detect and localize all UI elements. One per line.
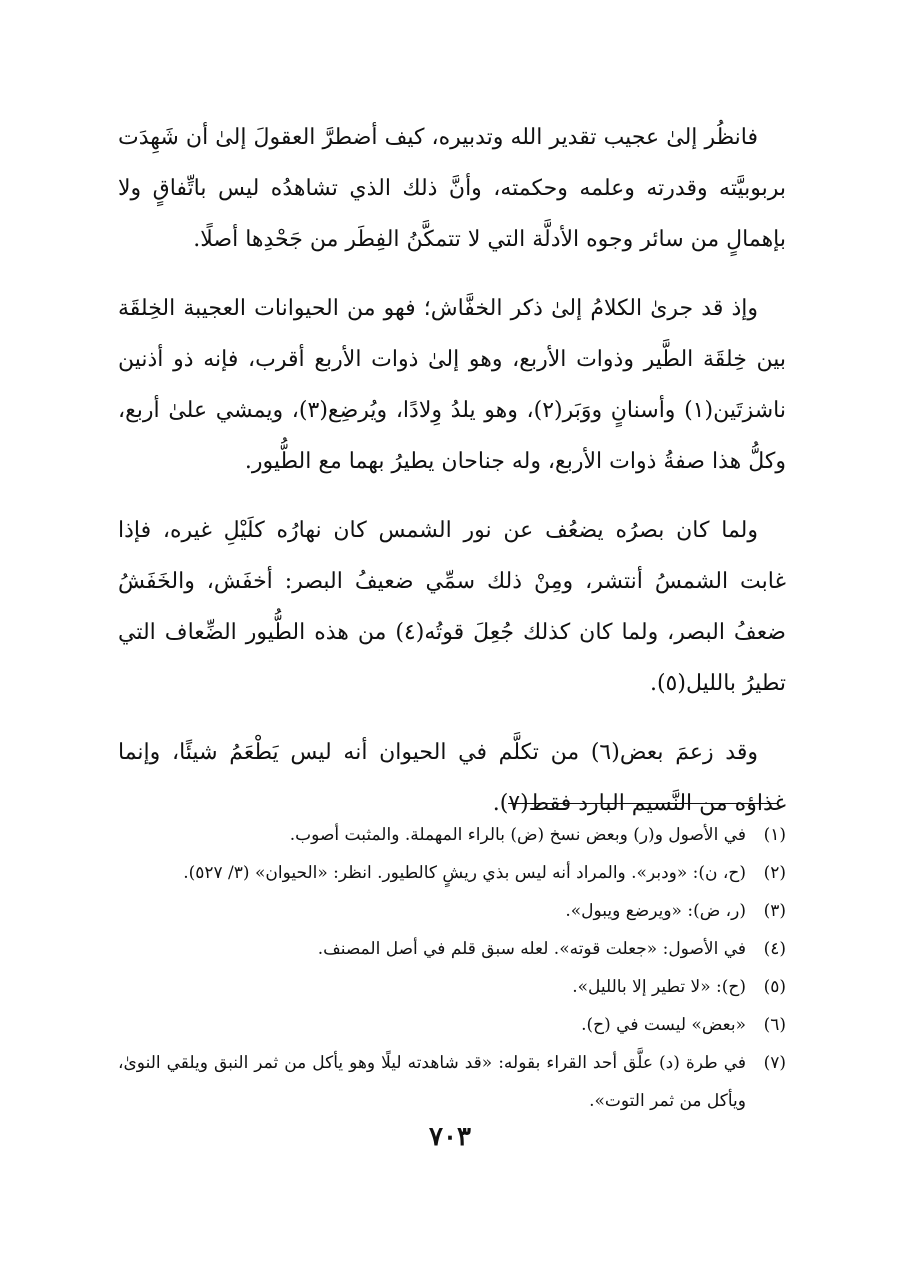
- footnote-3: [118, 892, 786, 930]
- footnote-7: [118, 1044, 786, 1120]
- footnote-number: (٢): [763, 863, 786, 883]
- footnote-text: في طرة (د) علَّق أحد القراء بقوله: «قد شاهدته ليلًا وهو يأكل من ثمر النبق ويلقي النوىٰ، ويأكل من ثمر التوت».: [118, 1053, 746, 1111]
- footnote-1: [118, 816, 786, 854]
- paragraph-2: وإذ قد جرىٰ الكلامُ إلىٰ ذكر الخفَّاش؛ فهو من الحيوانات العجيبة الخِلقَة بين خِلقَة الطَّير وذوات الأربع، وهو إلىٰ ذوات الأربع أقرب، فإنه ذو أذنين ناشزتَين(١) وأسنانٍ ووَبَر(٢)، وهو يلدُ وِلادًا، ويُرضِع(٣)، ويمشي علىٰ أربع، وكلُّ هذا صفةُ ذوات الأربع، وله جناحان يطيرُ بهما مع الطُّيور.: [118, 296, 786, 474]
- footnote-4: [118, 930, 786, 968]
- footnote-number: (٣): [763, 901, 786, 921]
- footnote-number: (١): [763, 825, 786, 845]
- main-text: [118, 112, 786, 847]
- paragraph-1: فانظُر إلىٰ عجيب تقدير الله وتدبيره، كيف أضطرَّ العقولَ إلىٰ أن شَهِدَت بربوبيَّته وقدرته وعلمه وحكمته، وأنَّ ذلك الذي تشاهدُه ليس باتِّفاقٍ ولا بإهمالٍ من سائر وجوه الأدلَّة التي لا تتمكَّنُ الفِطَر من جَحْدِها أصلًا.: [118, 125, 786, 252]
- footnote-2: [118, 854, 786, 892]
- page-number: ٧٠٣: [429, 1122, 471, 1152]
- footnote-text: في الأصول و(ر) وبعض نسخ (ض) بالراء المهملة. والمثبت أصوب.: [289, 825, 746, 845]
- footnote-text: «بعض» ليست في (ح).: [581, 1015, 746, 1035]
- footnote-text: (ر، ض): «ويرضع ويبول».: [565, 901, 746, 921]
- footnote-number: (٦): [763, 1015, 786, 1035]
- footnote-5: [118, 968, 786, 1006]
- footnote-number: (٤): [763, 939, 786, 959]
- footnote-number: (٧): [763, 1053, 786, 1073]
- footnote-text: (ح، ن): «ودبر». والمراد أنه ليس بذي ريشٍ كالطيور. انظر: «الحيوان» (٣/ ٥٢٧).: [183, 863, 746, 883]
- footnotes: [118, 816, 786, 1120]
- footnote-6: [118, 1006, 786, 1044]
- paragraph-3: ولما كان بصرُه يضعُف عن نور الشمس كان نهارُه كلَيْلِ غيره، فإذا غابت الشمسُ أنتشر، ومِنْ ذلك سمِّي ضعيفُ البصر: أخفَش، والخَفَشُ ضعفُ البصر، ولما كان كذلك جُعِلَ قوتُه(٤) من هذه الطُّيور الضِّعاف التي تطيرُ بالليل(٥).: [118, 518, 786, 696]
- footnote-number: (٥): [763, 977, 786, 997]
- footnote-text: في الأصول: «جعلت قوته». لعله سبق قلم في أصل المصنف.: [317, 939, 746, 959]
- paragraph-4: وقد زعمَ بعض(٦) من تكلَّم في الحيوان أنه ليس يَطْعَمُ شيئًا، وإنما غذاؤه من النَّسيم البارد فقط(٧).: [118, 740, 786, 816]
- footnote-text: (ح): «لا تطير إلا بالليل».: [572, 977, 746, 997]
- footnote-separator: [508, 803, 778, 804]
